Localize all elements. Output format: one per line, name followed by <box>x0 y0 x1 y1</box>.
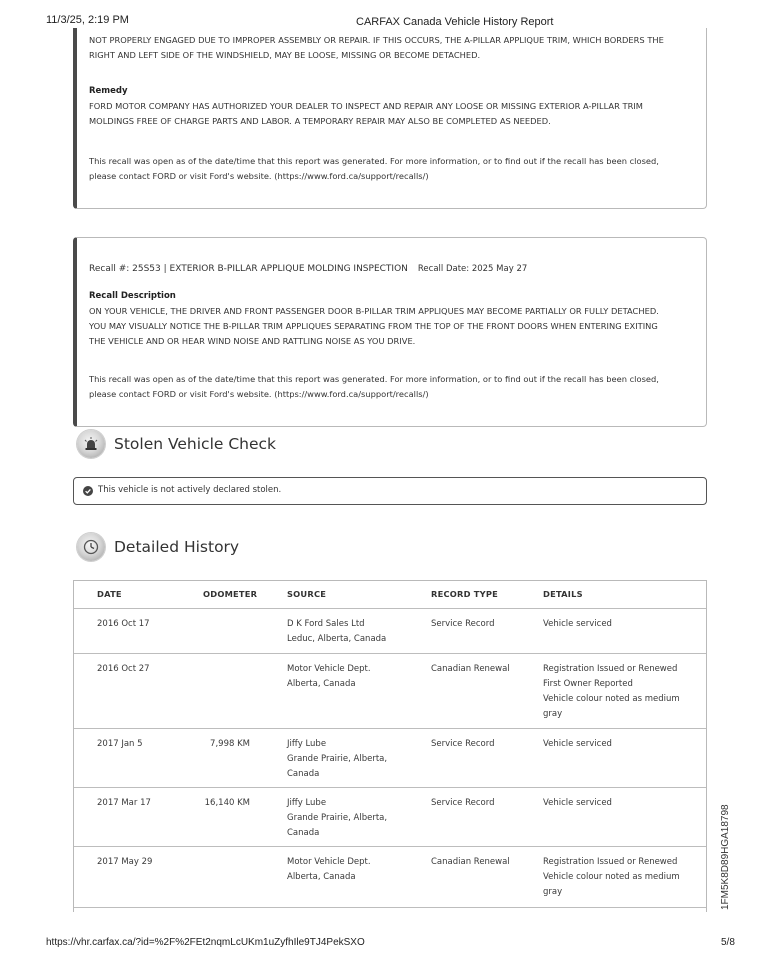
col-header-source: SOURCE <box>287 589 327 599</box>
row-details <box>543 855 693 900</box>
source-line: Alberta, Canada <box>287 872 356 882</box>
history-clock-icon <box>77 533 105 561</box>
row-source <box>287 796 387 841</box>
col-header-details: DETAILS <box>543 589 583 599</box>
detailed-history-title: Detailed History <box>114 538 240 556</box>
stolen-status-box <box>73 477 707 505</box>
source-line: Motor Vehicle Dept. <box>287 857 371 867</box>
source-line: Grande Prairie, Alberta, <box>287 813 388 823</box>
detail-line: gray <box>543 709 563 719</box>
notice-line: This recall was open as of the date/time that this report was generated. For more information, or to find out if the recall has been closed, <box>89 156 659 166</box>
recall-description-label: Recall Description <box>89 291 176 301</box>
row-details <box>543 617 693 632</box>
check-circle-icon <box>83 486 93 496</box>
notice-line[interactable]: please contact FORD or visit Ford's website. (https://www.ford.ca/support/recalls/) <box>89 171 429 181</box>
source-line: Canada <box>287 828 320 838</box>
remedy-line: FORD MOTOR COMPANY HAS AUTHORIZED YOUR DEALER TO INSPECT AND REPAIR ANY LOOSE OR MISSING EXTERIOR A-PILLAR TRIM <box>89 101 643 111</box>
detail-line: Vehicle serviced <box>543 798 612 808</box>
remedy-line: MOLDINGS FREE OF CHARGE PARTS AND LABOR. A TEMPORARY REPAIR MAY ALSO BE COMPLETED AS NEEDED. <box>89 116 551 126</box>
stolen-status-text: This vehicle is not actively declared stolen. <box>98 485 282 495</box>
remedy-label: Remedy <box>89 86 128 96</box>
stolen-check-title: Stolen Vehicle Check <box>114 435 277 453</box>
source-line: Alberta, Canada <box>287 679 356 689</box>
table-row <box>74 787 706 847</box>
table-row <box>74 653 706 729</box>
recall-notice <box>89 154 692 184</box>
source-line: Jiffy Lube <box>287 798 327 808</box>
desc-line: ON YOUR VEHICLE, THE DRIVER AND FRONT PASSENGER DOOR B-PILLAR TRIM APPLIQUES MAY BECOME PARTIALLY OR FULLY DETACHED. <box>89 306 659 316</box>
col-header-odometer: ODOMETER <box>203 589 258 599</box>
row-record-type: Service Record <box>431 619 495 629</box>
detail-line: Registration Issued or Renewed <box>543 857 678 867</box>
notice-line: This recall was open as of the date/time that this report was generated. For more information, or to find out if the recall has been closed, <box>89 374 659 384</box>
notice-line[interactable]: please contact FORD or visit Ford's website. (https://www.ford.ca/support/recalls/) <box>89 389 429 399</box>
detail-line: Vehicle colour noted as medium <box>543 872 680 882</box>
recall-card-b-pillar <box>73 237 707 427</box>
detail-line: Vehicle colour noted as medium <box>543 694 680 704</box>
detail-line: First Owner Reported <box>543 679 633 689</box>
history-table <box>73 580 707 912</box>
row-date: 2016 Oct 27 <box>97 664 150 674</box>
desc-line: NOT PROPERLY ENGAGED DUE TO IMPROPER ASSEMBLY OR REPAIR. IF THIS OCCURS, THE A-PILLAR APPLIQUE TRIM, WHICH BORDERS THE <box>89 35 664 45</box>
source-line: Grande Prairie, Alberta, <box>287 754 388 764</box>
row-source <box>287 855 371 885</box>
row-details <box>543 662 693 722</box>
row-record-type: Canadian Renewal <box>431 664 510 674</box>
row-date: 2016 Oct 17 <box>97 619 150 629</box>
row-source <box>287 662 371 692</box>
row-details <box>543 737 693 752</box>
page-number: 5/8 <box>721 937 735 948</box>
row-record-type: Service Record <box>431 739 495 749</box>
recall-notice <box>89 372 692 402</box>
row-odometer: 7,998 KM <box>210 739 250 749</box>
detail-line: Vehicle serviced <box>543 619 612 629</box>
source-line: Leduc, Alberta, Canada <box>287 634 387 644</box>
row-source <box>287 617 386 647</box>
source-line: D K Ford Sales Ltd <box>287 619 365 629</box>
recall-header <box>89 256 692 275</box>
vin-side-label: 1FM5K8D89HGA18798 <box>720 804 731 910</box>
row-record-type: Canadian Renewal <box>431 857 510 867</box>
recall-date: Recall Date: 2025 May 27 <box>417 264 528 274</box>
recall-description-tail <box>89 33 692 63</box>
source-line: Canada <box>287 769 320 779</box>
print-title: CARFAX Canada Vehicle History Report <box>356 16 554 28</box>
table-row <box>74 728 706 788</box>
desc-line: YOU MAY VISUALLY NOTICE THE B-PILLAR TRIM APPLIQUES SEPARATING FROM THE TOP OF THE FRONT DOORS WHEN ENTERING EXITING <box>89 321 658 331</box>
desc-line: THE VEHICLE AND OR HEAR WIND NOISE AND RATTLING NOISE AS YOU DRIVE. <box>89 336 416 346</box>
row-record-type: Service Record <box>431 798 495 808</box>
source-line: Motor Vehicle Dept. <box>287 664 371 674</box>
row-date: 2017 May 29 <box>97 857 153 867</box>
detail-line: Vehicle serviced <box>543 739 612 749</box>
table-row <box>74 608 706 654</box>
siren-icon <box>77 430 105 458</box>
row-odometer: 16,140 KM <box>204 798 250 808</box>
desc-line: RIGHT AND LEFT SIDE OF THE WINDSHIELD, MAY BE LOOSE, MISSING OR BECOME DETACHED. <box>89 50 481 60</box>
detail-line: Registration Issued or Renewed <box>543 664 678 674</box>
print-datetime: 11/3/25, 2:19 PM <box>46 14 129 26</box>
row-date: 2017 Jan 5 <box>97 739 143 749</box>
detail-line: gray <box>543 887 563 897</box>
recall-title: Recall #: 25S53 | EXTERIOR B-PILLAR APPLIQUE MOLDING INSPECTION <box>89 264 408 274</box>
col-header-record-type: RECORD TYPE <box>431 589 498 599</box>
col-header-date: DATE <box>97 589 122 599</box>
row-details <box>543 796 693 811</box>
source-line: Jiffy Lube <box>287 739 327 749</box>
recall-card-a-pillar <box>73 28 707 209</box>
footer-url[interactable]: https://vhr.carfax.ca/?id=%2F%2FEt2nqmLcUKm1uZyfhIle9TJ4PekSXO <box>46 937 365 948</box>
table-row <box>74 846 706 908</box>
row-source <box>287 737 387 782</box>
row-date: 2017 Mar 17 <box>97 798 151 808</box>
